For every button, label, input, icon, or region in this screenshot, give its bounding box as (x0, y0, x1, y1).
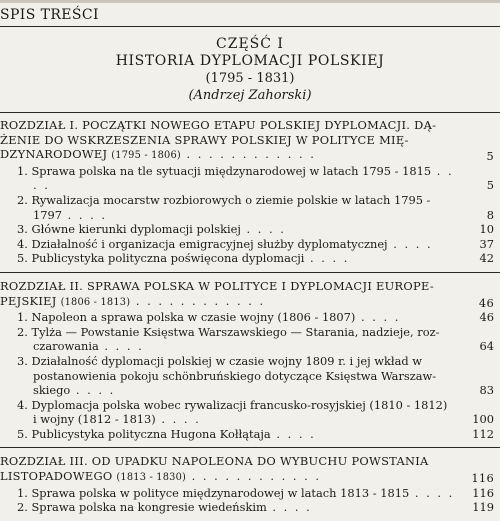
toc-entry (0, 427, 500, 442)
toc-entry-line: 1. Sprawa polska na tle sytuacji międzynarodowej w latach 1795 - 1815 (17, 163, 432, 178)
toc-entry-line: 2. Rywalizacja mocarstw rozbiorowych o ziemie polskie w latach 1795 - (17, 192, 431, 207)
toc-entry (0, 354, 500, 398)
dot-leader: . . . . (98, 339, 144, 354)
toc-entry (0, 237, 500, 252)
part-title: HISTORIA DYPLOMACJI POLSKIEJ (115, 53, 385, 69)
chapter-title-line: ROZDZIAŁ III. OD UPADKU NAPOLEONA DO WYBUCHU POWSTANIA (0, 454, 429, 469)
toc-entry-line: 1. Napoleon a sprawa polska w czasie wojny (1806 - 1807) (17, 310, 356, 325)
dot-leader: . . . . (387, 236, 433, 251)
dot-leader: . . . . (70, 383, 116, 398)
toc-entry-page: 119 (472, 500, 494, 515)
toc-entry-line: 3. Działalność dyplomacji polskiej w czasie wojny 1809 r. i jej wkład w (17, 353, 423, 368)
toc-entry (0, 193, 500, 222)
chapter-title (0, 454, 500, 485)
chapter-years: (1813 - 1830) (116, 472, 187, 484)
part-author-line (0, 87, 500, 104)
toc-entry-line: skiego (33, 383, 71, 398)
dot-leader: . . . . (155, 412, 201, 427)
toc-entry (0, 164, 500, 193)
toc-entry-page: 10 (479, 222, 494, 237)
dot-leader: . . . . . . . . . . . . (130, 293, 266, 308)
chapter-title (0, 118, 500, 164)
toc-entry-line: 1. Sprawa polska w polityce międzynarodowej w latach 1813 - 1815 (17, 485, 410, 500)
toc-entry-page: 100 (472, 412, 494, 427)
chapter-title-line: DZYNARODOWEJ (0, 147, 108, 162)
author-paren-open: ( (188, 88, 194, 103)
toc-entry-line: i wojny (1812 - 1813) (33, 412, 156, 427)
dot-leader: . . . . (33, 163, 454, 193)
toc-entry-line: postanowienia pokoju schönbruńskiego dotyczące Księstwa Warszaw- (33, 368, 437, 383)
dot-leader: . . . . . . . . . . . . (180, 147, 316, 162)
dot-leader: . . . . . . . . . . . . (186, 469, 321, 484)
toc-entry-line: 2. Sprawa polska na kongresie wiedeńskim (17, 500, 267, 515)
dot-leader: . . . . (240, 222, 286, 237)
toc-entry-page: 37 (479, 236, 494, 251)
toc-entry-page: 64 (479, 339, 494, 354)
chapter-page: 46 (478, 295, 494, 310)
chapter (0, 118, 500, 266)
toc-entry-page: 112 (472, 426, 494, 441)
part-years: (1795 - 1831) (205, 71, 295, 86)
chapter-title-line: ROZDZIAŁ II. SPRAWA POLSKA W POLITYCE I DYPLOMACJI EUROPE- (0, 278, 435, 293)
toc-entry-line: 5. Publicystyka polityczna poświęcona dyplomacji (17, 251, 305, 266)
chapter-years: (1795 - 1806) (111, 150, 181, 162)
toc-entry (0, 251, 500, 266)
dot-leader: . . . . (266, 500, 312, 515)
part-author: Andrzej Zahorski (193, 88, 307, 103)
toc-entry-line: 1797 (33, 207, 62, 222)
dot-leader: . . . . (304, 251, 350, 266)
dot-leader: . . . . (409, 485, 455, 500)
chapter-title-line: PEJSKIEJ (0, 293, 57, 308)
part-label: CZĘŚĆ I (216, 36, 284, 52)
chapter-title-line: ŻENIE DO WSKRZESZENIA SPRAWY POLSKIEJ W POLITYCE MIĘ- (0, 132, 409, 147)
chapter-title-line: ROZDZIAŁ I. POCZĄTKI NOWEGO ETAPU POLSKIEJ DYPLOMACJI. DĄ- (0, 118, 437, 132)
toc-entry-line: 4. Działalność i organizacja emigracyjnej służby dyplomatycznej (17, 236, 388, 251)
toc-entry (0, 486, 500, 501)
chapter-rule (0, 447, 500, 448)
part-heading (0, 36, 500, 104)
dot-leader: . . . . (62, 207, 107, 222)
toc-entry (0, 325, 500, 354)
chapter (0, 454, 500, 514)
toc-entry-page: 8 (486, 207, 494, 222)
toc-entry-line: 4. Dyplomacja polska wobec rywalizacji francusko-rosyjskiej (1810 - 1812) (17, 397, 448, 412)
toc-entry-line: 3. Główne kierunki dyplomacji polskiej (17, 222, 241, 237)
toc-entry-line: 2. Tylża — Powstanie Księstwa Warszawskiego — Starania, nadzieje, roz- (17, 324, 440, 339)
chapter-page: 5 (486, 149, 494, 164)
chapter-page: 116 (471, 471, 494, 486)
toc-entry-page: 42 (479, 251, 494, 266)
toc-entry (0, 310, 500, 325)
toc-entry-line: 5. Publicystyka polityczna Hugona Kołłątaja (17, 426, 271, 441)
header-rule (0, 26, 500, 27)
toc-entry-page: 5 (486, 178, 494, 193)
part-rule (0, 112, 500, 113)
chapter-title-line: LISTOPADOWEGO (0, 469, 113, 484)
toc-entry (0, 398, 500, 427)
toc-entry (0, 222, 500, 237)
dot-leader: . . . . (270, 426, 316, 441)
chapter-years: (1806 - 1813) (60, 296, 131, 308)
chapter (0, 279, 500, 442)
chapter-rule (0, 272, 500, 273)
toc-header-title: SPIS TREŚCI (0, 7, 99, 23)
toc-entry-page: 116 (472, 485, 494, 500)
dot-leader: . . . . (355, 310, 401, 325)
author-paren-close: ) (306, 88, 312, 103)
top-edge (0, 0, 500, 3)
toc-entry-page: 83 (479, 383, 494, 398)
toc-entry-page: 46 (479, 310, 494, 325)
toc-entry-line: czarowania (33, 339, 99, 354)
chapter-title (0, 279, 500, 310)
toc-list (0, 118, 500, 521)
